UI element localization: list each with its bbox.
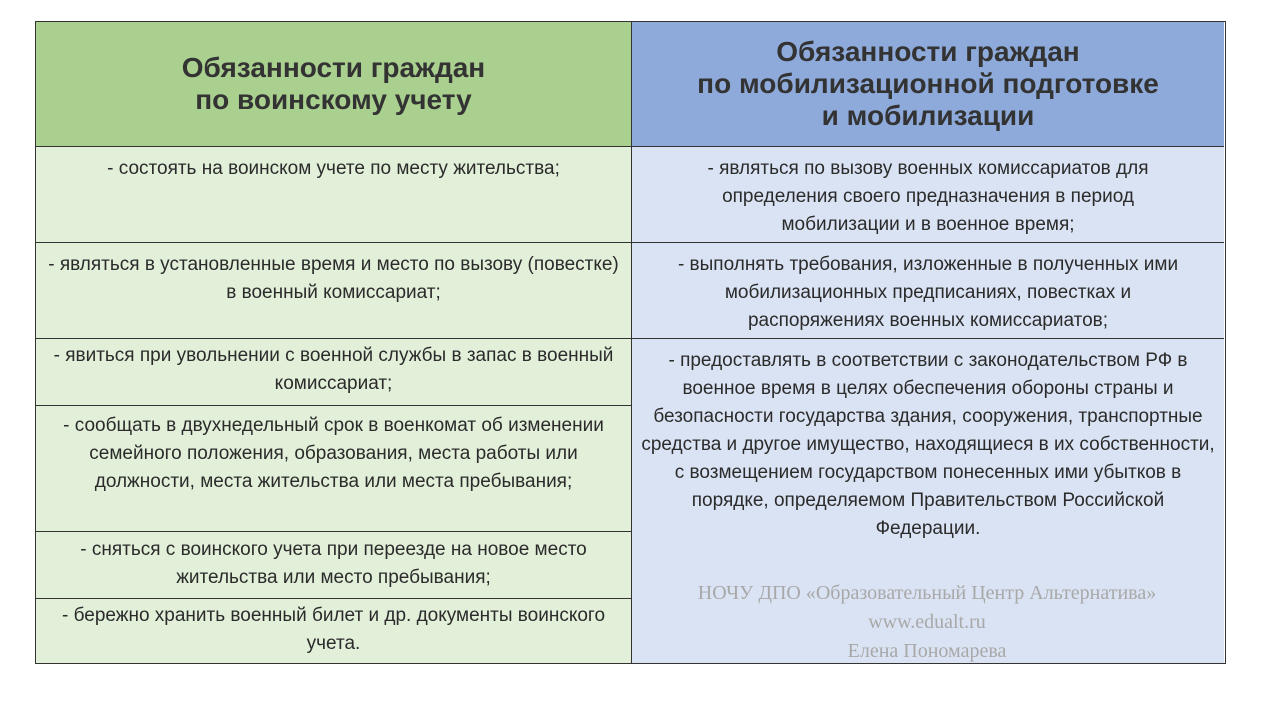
duty-row: - бережно хранить военный билет и др. документы воинского учета. [36,599,631,663]
military-registration-header [36,22,631,147]
mobilization-header [632,22,1224,147]
header-line: по мобилизационной подготовке [697,68,1159,99]
header-line: и мобилизации [821,100,1035,131]
duties-table [35,21,1226,664]
watermark-author: Елена Пономарева [847,640,1007,662]
duty-row: - явиться при увольнении с военной службы в запас в военный комиссариат; [36,339,631,406]
mobilization-column [632,22,1224,663]
header-line: Обязанности граждан [776,36,1080,67]
watermark-website: www.edualt.ru [868,611,986,633]
duty-row: - предоставлять в соответствии с законодательством РФ в военное время в целях обеспечения обороны страны и безопасности государства здания, сооружения, транспортные средства и другое имущество, находящиеся в их собственности, с возмещением государством понесенных ими убытков в порядке, определяемом Правительством Российской Федерации. [632,339,1224,663]
duty-row: - сняться с воинского учета при переезде на новое место жительства или место пребывания; [36,532,631,599]
duty-row: - являться по вызову военных комиссариатов для определения своего предназначения в период мобилизации и в военное время; [632,147,1224,243]
header-line: Обязанности граждан [181,52,486,83]
duty-row: - сообщать в двухнедельный срок в военкомат об изменении семейного положения, образования, места работы или должности, места жительства или места пребывания; [36,406,631,532]
military-registration-column [36,22,632,663]
header-line: по воинскому учету [195,84,472,115]
watermark-organization: НОЧУ ДПО «Образовательный Центр Альтернатива» [697,582,1157,604]
duty-row: - состоять на воинском учете по месту жительства; [36,147,631,243]
watermark [631,579,1223,666]
duty-row: - выполнять требования, изложенные в полученных ими мобилизационных предписаниях, повестках и распоряжениях военных комиссариатов; [632,243,1224,339]
duty-row: - являться в установленные время и место по вызову (повестке) в военный комиссариат; [36,243,631,339]
